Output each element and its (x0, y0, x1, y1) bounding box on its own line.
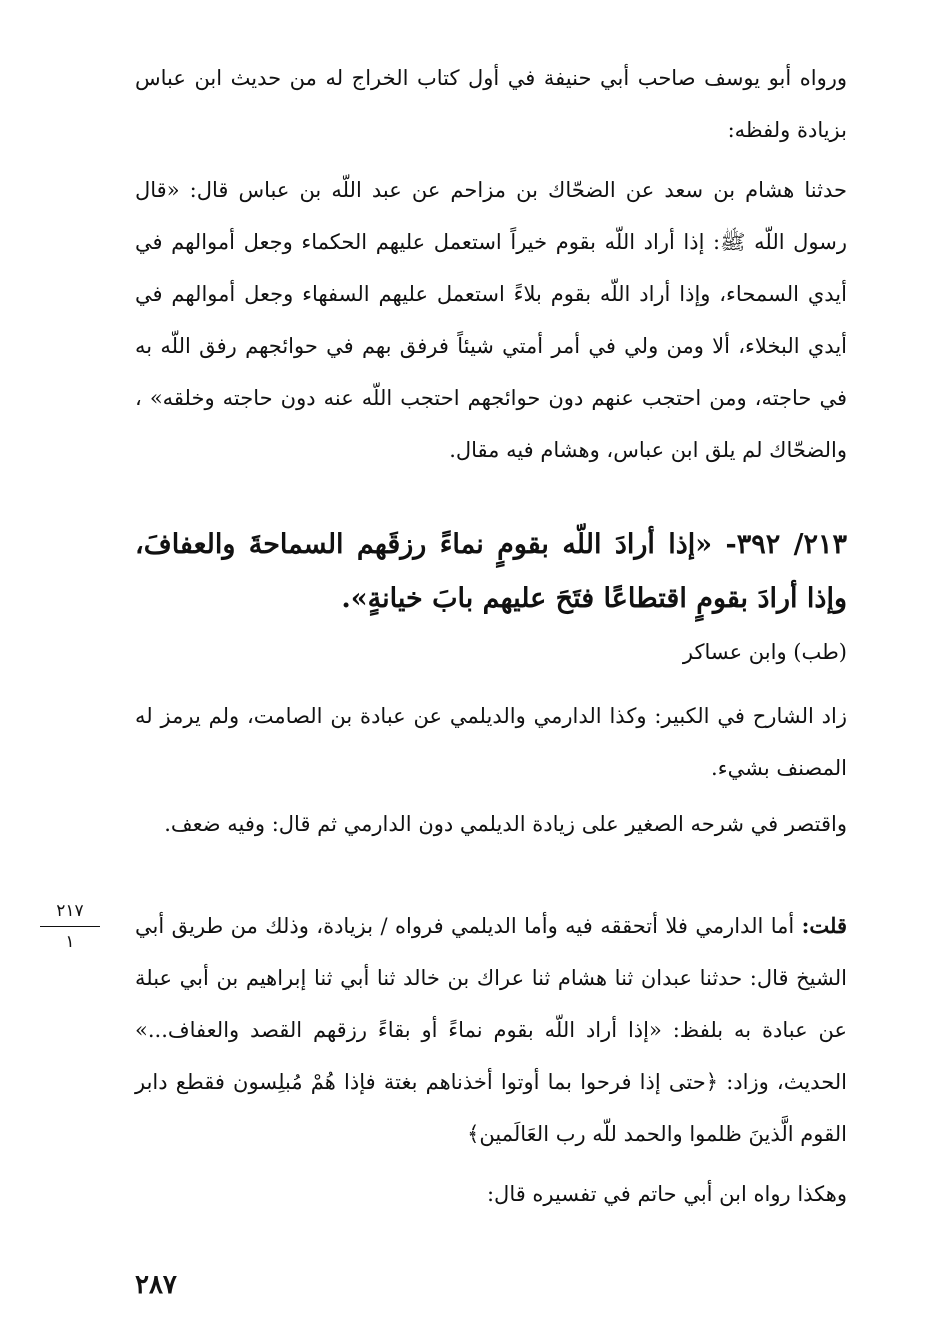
paragraph-text: حدثنا هشام بن سعد عن الضحّاك بن مزاحم عن عبد اللّه بن عباس قال: «قال رسول اللّه ﷺ: إذا أراد اللّه بقوم خيراً استعمل عليهم الحكماء وجعل أموالهم في أيدي السمحاء، وإذا أراد اللّه بقوم بلاءً استعمل عليهم السفهاء وجعل أموالهم في أيدي البخلاء، ألا ومن ولي في أمر أمتي شيئاً فرفق بهم في حوائجهم رفق اللّه به في حاجته، ومن احتجب عنهم دون حوائجهم احتجب اللّه عنه دون حاجته وخلقه» ، والضحّاك لم يلق ابن عباس، وهشام فيه مقال. (135, 178, 847, 462)
source-attribution (135, 626, 847, 678)
source-text: (طب) وابن عساكر (682, 640, 847, 664)
paragraph-6 (135, 798, 847, 850)
margin-reference-part: ١ (65, 932, 75, 952)
paragraph-1 (135, 52, 847, 156)
paragraph-lead: قلت: (801, 913, 847, 938)
paragraph-5 (135, 690, 847, 794)
paragraph-body: أما الدارمي فلا أتحققه فيه وأما الديلمي فرواه / بزيادة، وذلك من طريق أبي الشيخ قال: حدثنا عبدان ثنا هشام ثنا عراك بن خالد ثنا أبي ثنا إبراهيم بن أبي عبلة عن عبادة به بلفظ: «إذا أراد اللّه بقوم نماءً أو بقاءً رزقهم القصد والعفاف...» الحديث، وزاد: ﴿حتى إذا فرحوا بما أوتوا أخذناهم بغتة فإذا هُمْ مُبلِسون فقطع دابر القوم الَّذينَ ظلموا والحمد للّه رب العَالَمين﴾ (135, 914, 847, 1146)
paragraph-text: وهكذا رواه ابن أبي حاتم في تفسيره قال: (486, 1182, 847, 1206)
hadith-text (135, 518, 847, 626)
hadith-body: ٢١٣/ ٣٩٢- «إذا أرادَ اللّه بقومٍ نماءً رزقَهم السماحةَ والعفافَ، وإذا أرادَ بقومٍ اقتطاعًا فتَحَ عليهم بابَ خيانةٍ». (135, 529, 847, 614)
paragraph-8 (135, 1168, 847, 1220)
paragraph-7 (135, 900, 847, 1160)
paragraph-text: ورواه أبو يوسف صاحب أبي حنيفة في أول كتاب الخراج له من حديث ابن عباس بزيادة ولفظه: (135, 66, 847, 142)
page-number: ٢٨٧ (135, 1270, 177, 1300)
margin-reference (40, 900, 100, 953)
paragraph-text: واقتصر في شرحه الصغير على زيادة الديلمي دون الدارمي ثم قال: وفيه ضعف. (164, 812, 847, 836)
paragraph-text (135, 900, 847, 1160)
margin-reference-volume: ٢١٧ (40, 900, 100, 927)
paragraph-2 (135, 164, 847, 476)
paragraph-text: زاد الشارح في الكبير: وكذا الدارمي والديلمي عن عبادة بن الصامت، ولم يرمز له المصنف بشيء. (135, 704, 847, 780)
